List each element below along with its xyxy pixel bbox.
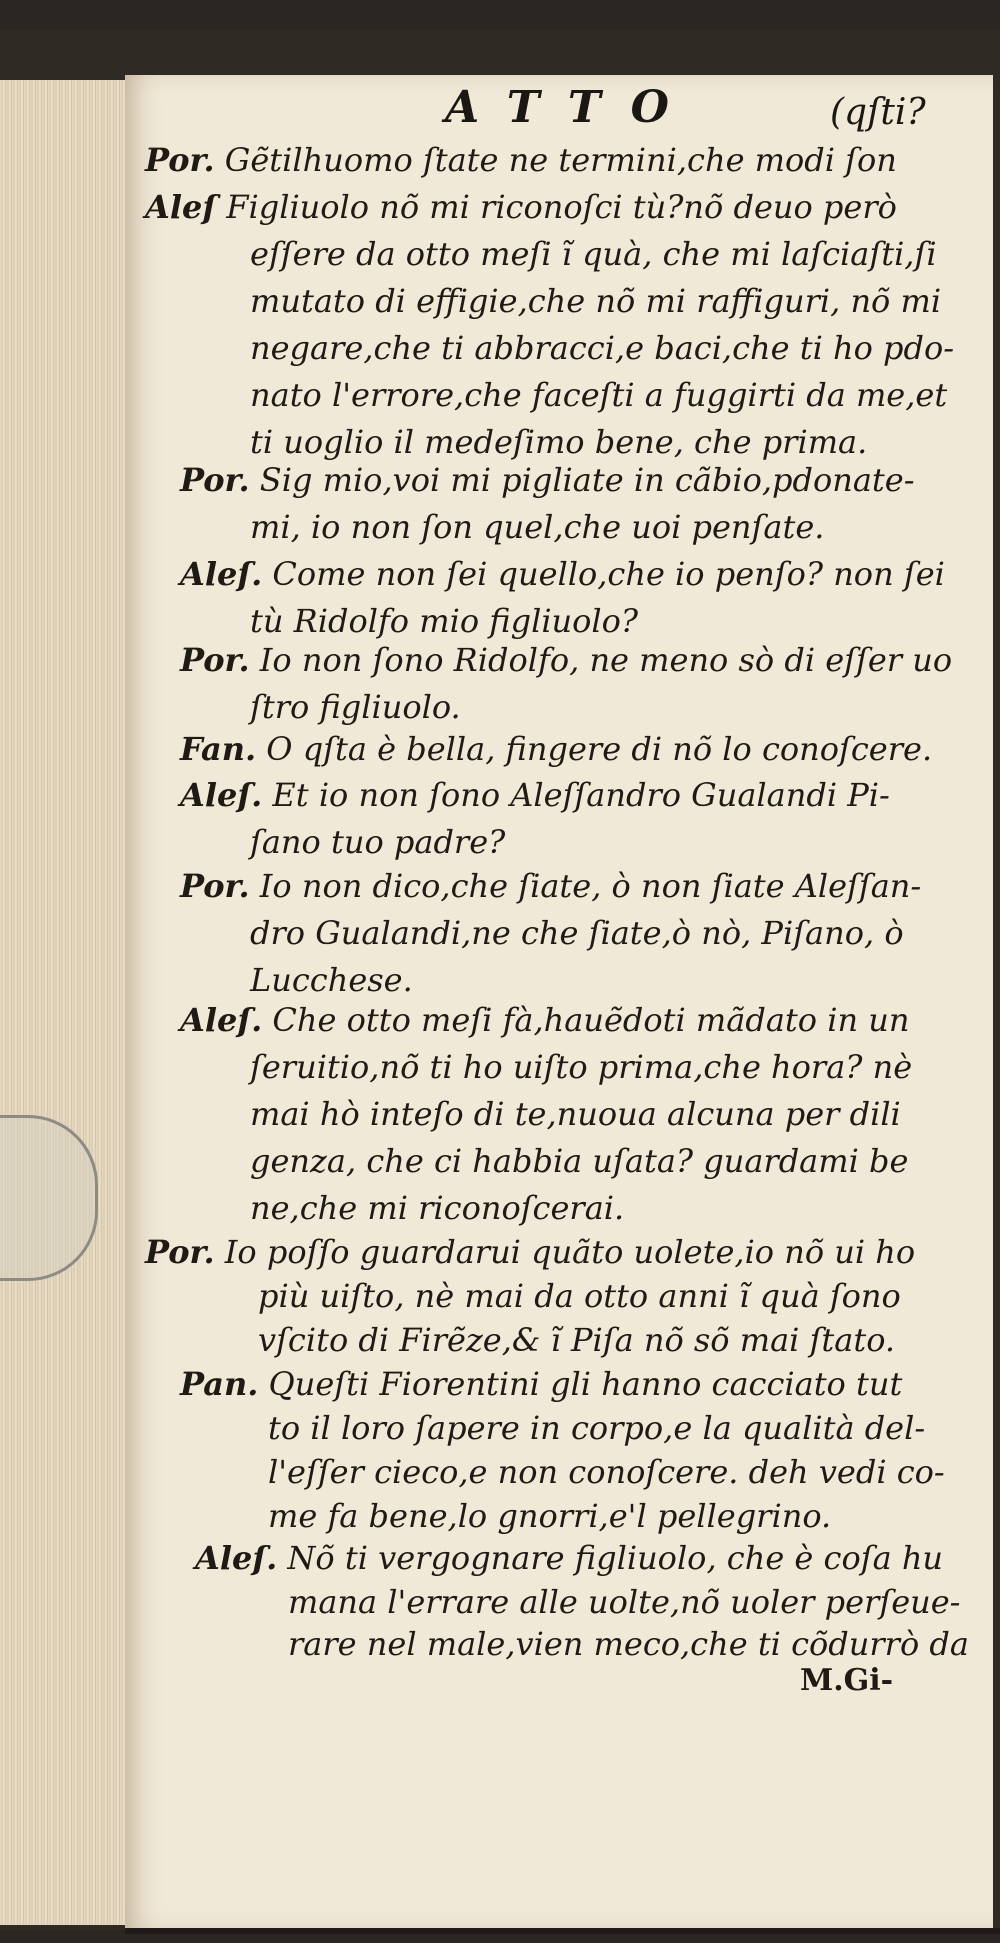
text-line [180, 729, 932, 771]
line-text: to il loro ſapere in corpo,e la qualità del- [268, 1409, 926, 1447]
line-text: Sig mio,voi mi pigliate in cãbio,pdonate- [259, 461, 915, 499]
text-line [180, 1364, 902, 1406]
line-text: dro Gualandi,ne che ſiate,ò nò, Piſano, ò [250, 914, 904, 952]
line-text: Io non dico,che ſiate, ò non ſiate Aleſſan- [259, 867, 922, 905]
text-line [258, 1320, 895, 1362]
line-text: ſano tuo padre? [250, 823, 506, 861]
text-line [250, 328, 954, 370]
line-text: genza, che ci habbia uſata? guardami be [250, 1142, 909, 1180]
text-line [250, 422, 867, 464]
page-edges [0, 80, 127, 1925]
text-line [288, 1582, 960, 1624]
text-line [250, 960, 413, 1002]
line-text: Figliuolo nõ mi riconoſci tù?nõ deuo però [226, 188, 897, 226]
line-text: Io non ſono Ridolfo, ne meno sò di eſſer uo [259, 641, 953, 679]
text-line [145, 1232, 915, 1274]
speaker-label: Aleſ. [180, 555, 263, 593]
line-text: Io poſſo guardarui quãto uolete,io nõ ui ho [224, 1233, 916, 1271]
line-text: mai hò inteſo di te,nuoua alcuna per dili [250, 1095, 901, 1133]
speaker-label: Por. [180, 641, 250, 679]
text-line [250, 1094, 901, 1136]
speaker-label: Aleſ. [180, 1001, 263, 1039]
text-line [180, 775, 890, 817]
text-line [180, 1000, 909, 1042]
text-line [250, 687, 461, 729]
line-text: ſeruitio,nõ ti ho uiſto prima,che hora? nè [250, 1048, 913, 1086]
text-line [250, 281, 941, 323]
page-bottom-edge [125, 1928, 1000, 1934]
line-text: vſcito di Firẽze,& ĩ Piſa nõ sõ mai ſtato. [258, 1321, 896, 1359]
line-text: negare,che ti abbracci,e baci,che ti ho pdo- [250, 329, 955, 367]
text-line [250, 913, 904, 955]
line-text: Come non ſei quello,che io penſo? non ſei [272, 555, 945, 593]
line-text: tù Ridolfo mio figliuolo? [250, 602, 639, 640]
line-text: ne,che mi riconoſcerai. [250, 1189, 625, 1227]
speaker-label: Pan. [180, 1365, 259, 1403]
line-text: Queſti Fiorentini gli hanno cacciato tut [268, 1365, 903, 1403]
speaker-label: Por. [180, 461, 250, 499]
text-line [258, 1276, 901, 1318]
text-line [250, 375, 947, 417]
line-text: nato l'errore,che faceſti a fuggirti da me,et [250, 376, 948, 414]
speaker-label: Por. [145, 141, 215, 179]
speaker-label: Aleſ [145, 188, 217, 226]
catchword: M.Gi- [800, 1663, 894, 1698]
line-text: eſſere da otto meſi ĩ quà, che mi laſciaſti,ſi [250, 235, 937, 273]
line-text: ti uoglio il medeſimo bene, che prima. [250, 423, 868, 461]
text-line [195, 1538, 943, 1580]
line-text: rare nel male,vien meco,che ti cõdurrò da [288, 1625, 969, 1663]
line-text: Gẽtilhuomo ſtate ne termini,che modi ſon [224, 141, 897, 179]
line-text: Et io non ſono Aleſſandro Gualandi Pi- [272, 776, 890, 814]
speaker-label: Por. [180, 867, 250, 905]
text-line [268, 1496, 831, 1538]
text-line [145, 187, 897, 229]
text-line [250, 601, 638, 643]
line-text: Che otto meſi fà,hauẽdoti mãdato in un [272, 1001, 910, 1039]
running-head: ATTO [445, 82, 699, 133]
line-text: più uiſto, nè mai da otto anni ĩ quà ſono [258, 1277, 901, 1315]
text-line [250, 234, 937, 276]
text-line [180, 460, 915, 502]
text-line [268, 1452, 945, 1494]
text-line [250, 1141, 908, 1183]
line-text: O qſta è bella, fingere di nõ lo conoſcere. [266, 730, 933, 768]
text-line [250, 1047, 912, 1089]
line-text: me fa bene,lo gnorri,e'l pellegrino. [268, 1497, 832, 1535]
speaker-label: Fan. [180, 730, 257, 768]
text-line [180, 640, 952, 682]
speaker-label: Aleſ. [195, 1539, 278, 1577]
line-text: ſtro figliuolo. [250, 688, 461, 726]
line-text: l'eſſer cieco,e non conoſcere. deh vedi co- [268, 1453, 945, 1491]
head-catchword: (qſti? [830, 92, 926, 133]
text-line [180, 866, 921, 908]
text-line [250, 1188, 624, 1230]
text-line [180, 554, 945, 596]
speaker-label: Por. [145, 1233, 215, 1271]
line-text: mana l'errare alle uolte,nõ uoler perſeue- [288, 1583, 961, 1621]
line-text: mutato di effigie,che nõ mi raffiguri, nõ mi [250, 282, 942, 320]
text-line [250, 822, 505, 864]
speaker-label: Aleſ. [180, 776, 263, 814]
line-text: Nõ ti vergognare figliuolo, che è coſa hu [287, 1539, 944, 1577]
text-line [250, 507, 824, 549]
text-line [268, 1408, 925, 1450]
text-line [288, 1624, 969, 1666]
line-text: mi, io non ſon quel,che uoi penſate. [250, 508, 825, 546]
text-line [145, 140, 897, 182]
line-text: Lucchese. [250, 961, 413, 999]
